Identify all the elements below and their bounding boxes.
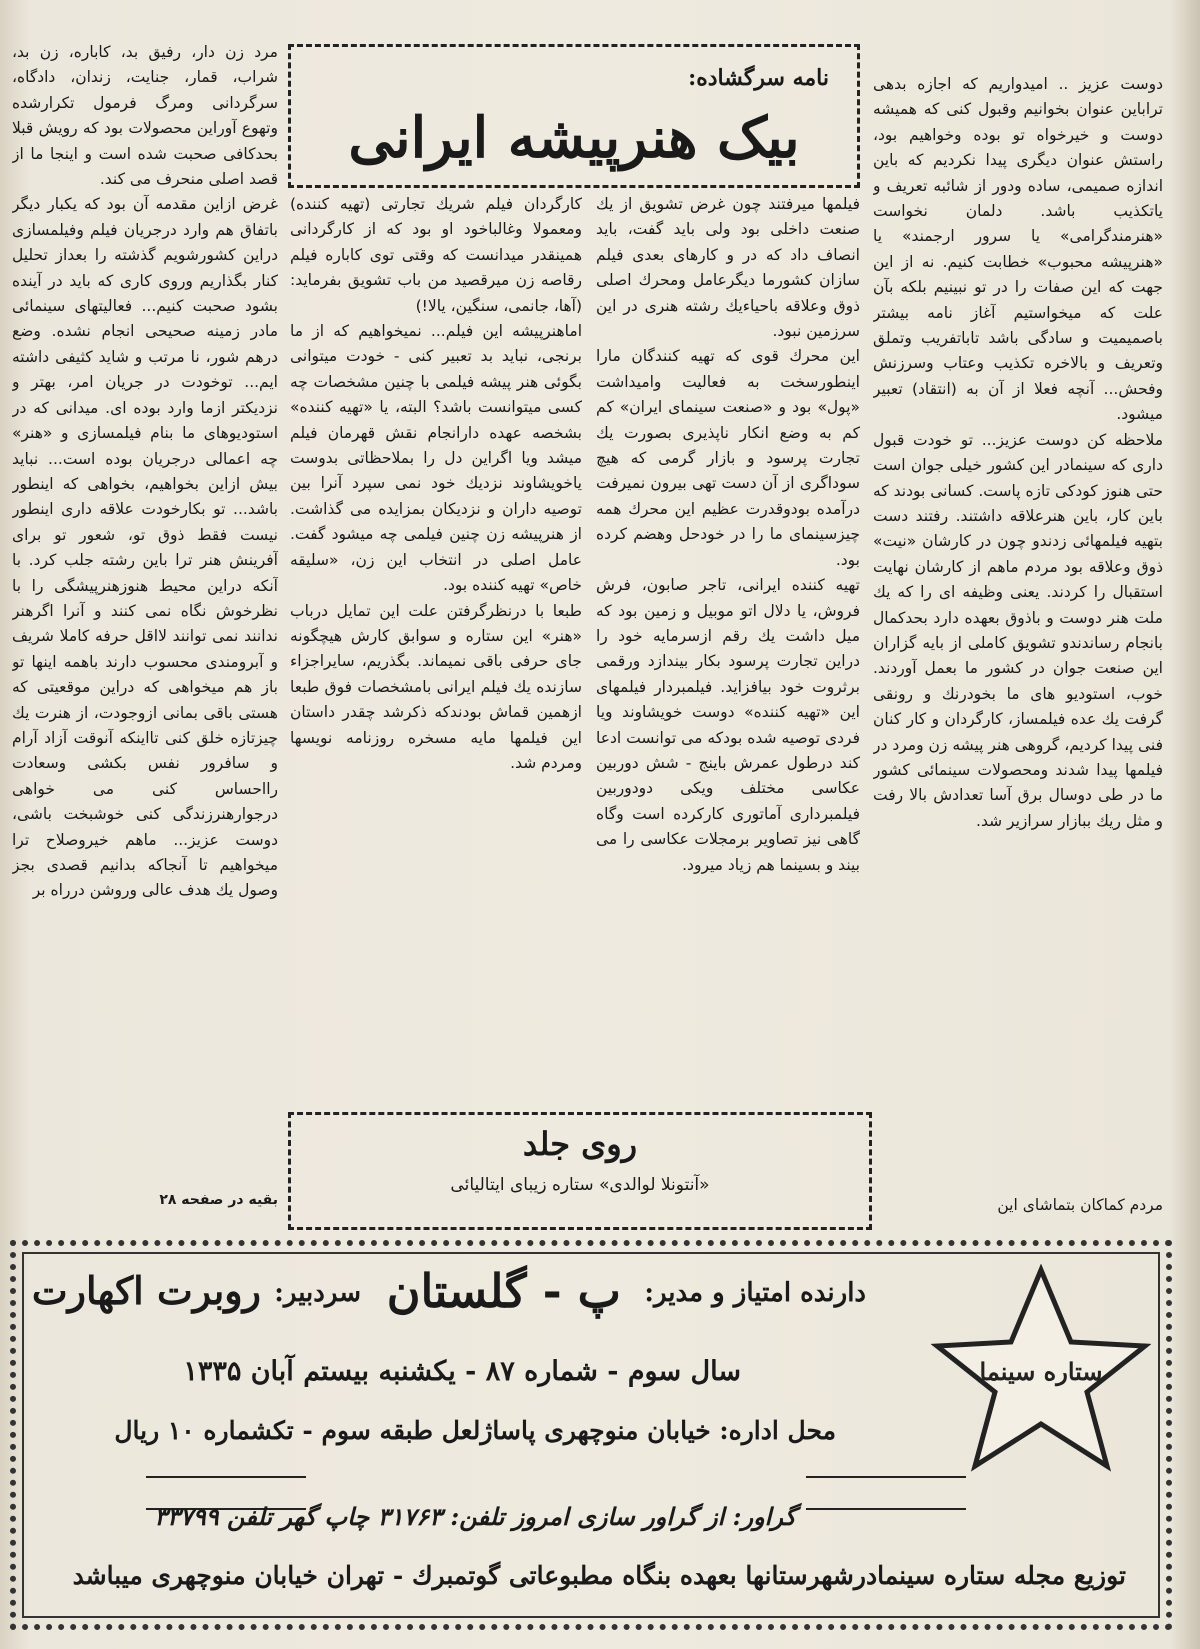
issue-line: سال سوم - شماره ۸۷ - یکشنبه بیستم آبان ۱۳۳۵ [183, 1356, 741, 1387]
address-line: محل اداره: خیابان منوچهری پاساژلعل طبقه سوم - تکشماره ۱۰ ریال [114, 1416, 836, 1445]
masthead [10, 1240, 1172, 1630]
article-headline: بیک هنرپیشه ایرانی [348, 105, 800, 171]
title-box [288, 44, 860, 188]
continued-note: بقیه در صفحه ۲۸ [159, 1192, 278, 1208]
paragraph: کارگردان فیلم شریك تجارتی (تهیه کننده) ومعمولا وغالباخود او بود که از کارگردانی همینقدر میدانست که وقتی توی کاباره فیلم رقاصه زن میرقصید من باب تشویق بفرماید: (آها، جانمی، سنگین، یالا!) [290, 195, 582, 315]
paragraph: ملاحظه کن دوست عزیز... تو خودت قبول داری که سینمادر این کشور خیلی جوان است حتی هنوز کودکی تازه پاست. کسانی بودند که باین کار، باین هنرعلاقه داشتند. رفتند دست بتهیه فیلمهائی زدندو چون در کارشان «نیت» ذوق وعلاقه بود مردم ماهم از کارشان نهایت استقبال را کردند. یعنی وظیفه ای را که یك ملت هنر دوست و باذوق بعهده دارد بحدکمال بانجام رساندندو تشویق کاملی از بایه گزاران این صنعت جوان در کشور ما بعمل آوردند. خوب، استودیو های ما بخودرنك و رونقی گرفت یك عده فیلمساز، کارگردان و کار کنان فنی پیدا کردیم، گروهی هنر پیشه زن ومرد در فیلمها پیدا شدند ومحصولات سینمائی کشور ما در طی دوسال برق آسا تعدادش بالا رفت و مثل ریك ببازار سرازیر شد. [873, 430, 1163, 830]
column-1-tail: مردم کماکان بتماشای این [997, 1196, 1163, 1214]
paragraph: دوست عزیز .. امیدواریم که اجازه بدهی تراباین عنوان بخوانیم وقبول کنی که همیشه دوست و خیرخواه تو بوده وخواهیم بود، راستش عنوان دیگری پیدا نکردیم که باین اندازه صمیمی، ساده ودور از شائبه تعریف و یاتکذیب باشد. دلمان نخواست «هنرمندگرامی» یا سرور ارجمند» یا «هنرپیشه محبوب» خطابت کنیم. نه از این جهت که این صفات را در تو نبینیم بلکه بآن علت که میخواستیم آغاز نامه بیشتر باصمیمیت و سادگی باشد تاباتفریب وتملق وتعریف و بالاخره تکذیب وعتاب وسرزنش وفحش... آنچه فعلا از آن به (انتقاد) تعبیر میشود. [873, 75, 1163, 424]
paragraph: مرد زن دار، رفیق بد، کاباره، زن بد، شراب، قمار، جنایت، زندان، دادگاه، سرگردانی ومرگ فرمول تکرارشده وتهوع آوراین محصولات بود که رویش قبلا بحدکافی صحبت شده است و اینجا ما از قصد اصلی منحرف می کند. [12, 43, 278, 189]
divider [146, 1476, 306, 1478]
paragraph: تهیه کننده ایرانی، تاجر صابون، فرش فروش، یا دلال اتو موبیل و زمین بود که میل داشت یك رقم ازسرمایه خود را دراین تجارت پرسود بکار بیندازد ورقمی برثروت خود بیافزاید. فیلمبردار فیلمهای این «تهیه کننده» دوست خویشاوند ویا فردی توصیه شده بودکه می توانست ادعا کند درطول عمرش باینج - شش دوربین عکاسی مختلف ویکی دودوربین فیلمبرداری آماتوری کارکرده است وگاه گاهی نیز تصاویر برمجلات عکاسی را می بیند و بسینما هم زیاد میرود. [596, 576, 860, 874]
text-column-3 [290, 192, 582, 1132]
cover-caption: «آنتونلا لوالدی» ستاره زیبای ایتالیائی [450, 1175, 710, 1195]
divider [806, 1508, 966, 1510]
editor-label: سردبیر: [274, 1278, 361, 1308]
owner-label: دارنده امتیاز و مدیر: [644, 1278, 866, 1308]
divider [806, 1476, 966, 1478]
owner-name: پ - گلستان [386, 1264, 621, 1318]
paragraph: غرض ازاین مقدمه آن بود که یکبار دیگر باتفاق هم وارد درجریان فیلم وفیلمسازی دراین کشورشویم گذشته را بعداز تحلیل کنار بگذاریم وروی کاری که باید در آینده بشود صحبت کنیم... فعالیتهای سینمائی مادر زمینه صحیحی انجام نشده. وضع درهم شور، نا مرتب و شاید کثیفی داشته ایم... توخودت در جریان امر، بهتر و نزدیکتر ازما وارد بوده ای. میدانی که در استودیوهای ما بنام فیلمسازی و «هنر» چه اعمالی درجریان بوده است... نباید بیش ازاین بخواهیم، بخواهی که اینطور باشد... تو بکارخودت علاقه داری اینطور نیست فقط ذوق تو، شعور تو برای آفرینش هنر ترا باین رشته جلب کرد. با آنکه دراین محیط هنوزهنرپیشگی را با نظرخوش نگاه نمی کنند و آنرا اگرهنر ندانند نمی توانند لااقل حرفه کاملا شریف و آبرومندی محسوب دارند باهمه اینها تو باز هم میخواهی که دراین موقعیتی که هستی باقی بمانی ازوجودت، از هنرت یك چیزتازه خلق کنی تااینکه آنوقت آزاد آرام و سافرور نفس بکشی وسعادت رااحساس کنی می خواهی درجوارهنرزندگی کنی خوشبخت باشی، دوست عزیز... ماهم خیروصلاح ترا میخواهیم تا آنجاکه بدانیم قصدی بجز وصول یك هدف عالی وروشن درراه بر [12, 195, 278, 900]
distribution-line: توزیع مجله ستاره سینمادرشهرستانها بعهده بنگاه مطبوعاتی گوتمبرك - تهران خیابان منوچهری میباشد [72, 1561, 1126, 1590]
paragraph: طبعا با درنظرگرفتن علت این تمایل درباب «هنر» این ستاره و سوابق کارش هیچگونه جای حرفی باقی نمیماند. بگذریم، سایراجزاء سازنده یك فیلم ایرانی بامشخصات فوق طبعا ازهمین قماش بودندکه ذکرشد چقدر داستان این فیلمها مایه مسخره روزنامه نویسها ومردم شد. [290, 601, 582, 772]
engraving-line: گراور: از گراور سازی امروز تلفن: ۳۱۷۶۳ چاپ گهر تلفن ۳۳۷۹۹ [154, 1502, 796, 1531]
paragraph: اماهنرپیشه این فیلم... نمیخواهیم که از ما برنجی، نباید بد تعبیر کنی - خودت میتوانی بگوئی هنر پیشه فیلمی با چنین مشخصات چه کسی میتوانست باشد؟ البته، یا «تهیه کننده» بشخصه عهده دارانجام نقش قهرمان فیلم میشد ویا اگراین دل را بملاحظاتی بدوست یاخویشاوند نزدیك خود نمی سپرد آنرا بین توصیه داران و نزدیکان بمزایده می گذاشت. از هنرپیشه زن چنین فیلمی چه میشود گفت. عامل اصلی در انتخاب این زن، «سلیقه خاص» تهیه کننده بود. [290, 322, 582, 595]
text-column-4 [12, 40, 278, 1200]
logo-text: ستاره سینما [979, 1357, 1103, 1386]
cover-caption-box [288, 1112, 872, 1230]
text-column-2 [596, 192, 860, 1132]
star-logo-icon [931, 1264, 1151, 1474]
text-column-1 [873, 72, 1163, 1220]
editor-name: روبرت اکهارت [31, 1268, 261, 1313]
paragraph: این محرك قوی که تهیه کنندگان مارا اینطورسخت به فعالیت وامیداشت «پول» بود و «صنعت سینمای ایران» کم کم به وضع انکار ناپذیری بصورت یك تجارت پرسود و بازار گرمی که هیچ سوداگری از آن دست تهی بیرون نمیرفت درآمده بودوقدرت عظیم این محرك همه چیزسینمای ما را در خودحل وهضم کرده بود. [596, 347, 860, 569]
open-letter-label: نامه سرگشاده: [688, 65, 829, 91]
cover-heading: روی جلد [522, 1125, 638, 1163]
paragraph: فیلمها میرفتند چون غرض تشویق از یك صنعت داخلی بود ولی باید گفت، باید انصاف داد که در و کارهای بعدی فیلم سازان کشورما دیگرعامل ومحرك اصلی ذوق وعلاقه باحیاءیك رشته هنری در این سرزمین نبود. [596, 195, 860, 341]
